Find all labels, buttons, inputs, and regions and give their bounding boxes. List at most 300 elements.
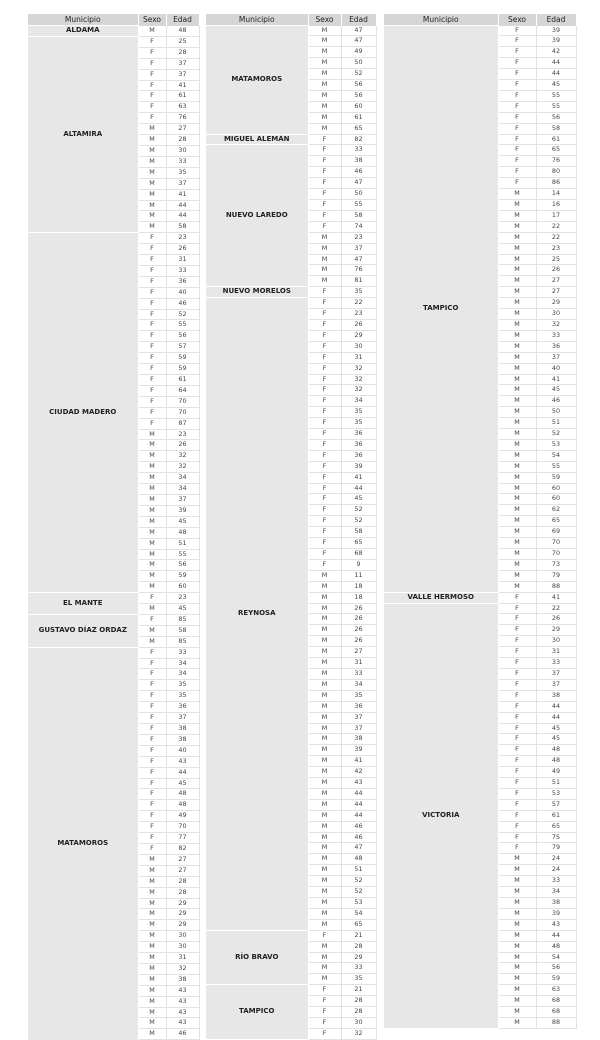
sexo-cell: F xyxy=(498,47,536,58)
sexo-cell: F xyxy=(138,113,166,124)
edad-cell: 40 xyxy=(536,363,576,374)
sexo-cell: M xyxy=(308,908,341,919)
edad-cell: 51 xyxy=(536,778,576,789)
sexo-cell: M xyxy=(308,952,341,963)
edad-cell: 70 xyxy=(166,396,199,407)
table-column-3 xyxy=(384,14,577,1029)
edad-cell: 49 xyxy=(536,767,576,778)
edad-cell: 17 xyxy=(536,210,576,221)
sexo-cell: M xyxy=(138,516,166,527)
edad-cell: 60 xyxy=(341,101,376,112)
sexo-cell: F xyxy=(138,778,166,789)
sexo-cell: M xyxy=(498,865,536,876)
edad-cell: 39 xyxy=(341,745,376,756)
table-row xyxy=(28,614,199,625)
sexo-cell: M xyxy=(308,963,341,974)
sexo-cell: F xyxy=(498,69,536,80)
sexo-cell: M xyxy=(138,571,166,582)
sexo-cell: M xyxy=(498,254,536,265)
edad-cell: 44 xyxy=(536,701,576,712)
edad-cell: 49 xyxy=(341,47,376,58)
sexo-cell: F xyxy=(138,385,166,396)
sexo-cell: M xyxy=(498,887,536,898)
edad-cell: 60 xyxy=(536,494,576,505)
sexo-cell: M xyxy=(498,200,536,211)
sexo-cell: F xyxy=(498,734,536,745)
sexo-cell: M xyxy=(498,494,536,505)
sexo-cell: F xyxy=(498,123,536,134)
edad-cell: 22 xyxy=(536,221,576,232)
edad-cell: 74 xyxy=(341,221,376,232)
edad-cell: 32 xyxy=(166,963,199,974)
sexo-cell: F xyxy=(308,418,341,429)
sexo-cell: M xyxy=(308,603,341,614)
edad-cell: 40 xyxy=(166,745,199,756)
sexo-cell: M xyxy=(308,690,341,701)
edad-cell: 48 xyxy=(341,854,376,865)
sexo-cell: M xyxy=(308,854,341,865)
sexo-cell: F xyxy=(498,90,536,101)
edad-cell: 40 xyxy=(166,287,199,298)
edad-cell: 34 xyxy=(166,669,199,680)
sexo-cell: F xyxy=(498,712,536,723)
edad-cell: 57 xyxy=(536,799,576,810)
sexo-cell: M xyxy=(308,876,341,887)
edad-cell: 37 xyxy=(166,713,199,724)
edad-cell: 51 xyxy=(166,538,199,549)
edad-cell: 41 xyxy=(166,80,199,91)
edad-cell: 43 xyxy=(166,1018,199,1029)
sexo-cell: M xyxy=(308,898,341,909)
edad-cell: 33 xyxy=(166,647,199,658)
sexo-cell: F xyxy=(138,276,166,287)
sexo-cell: M xyxy=(498,439,536,450)
edad-cell: 69 xyxy=(536,527,576,538)
municipio-cell: ALDAMA xyxy=(28,26,138,37)
sexo-cell: M xyxy=(138,145,166,156)
table-row xyxy=(206,298,376,309)
sexo-cell: M xyxy=(498,287,536,298)
sexo-cell: M xyxy=(498,232,536,243)
sexo-cell: F xyxy=(138,233,166,244)
sexo-cell: F xyxy=(308,385,341,396)
sexo-cell: F xyxy=(308,330,341,341)
sexo-cell: M xyxy=(498,559,536,570)
table-row xyxy=(28,36,199,47)
sexo-cell: M xyxy=(498,996,536,1007)
sexo-cell: F xyxy=(138,320,166,331)
edad-cell: 76 xyxy=(166,113,199,124)
edad-cell: 48 xyxy=(166,527,199,538)
sexo-cell: F xyxy=(138,745,166,756)
sexo-cell: F xyxy=(498,614,536,625)
edad-cell: 31 xyxy=(341,352,376,363)
edad-cell: 60 xyxy=(536,483,576,494)
sexo-cell: M xyxy=(498,243,536,254)
sexo-cell: F xyxy=(138,331,166,342)
edad-cell: 44 xyxy=(341,799,376,810)
edad-cell: 55 xyxy=(166,320,199,331)
sexo-cell: M xyxy=(308,788,341,799)
sexo-cell: M xyxy=(138,26,166,37)
sexo-cell: M xyxy=(498,352,536,363)
sexo-cell: F xyxy=(138,47,166,58)
edad-cell: 49 xyxy=(166,811,199,822)
sexo-cell: M xyxy=(308,232,341,243)
edad-cell: 26 xyxy=(536,614,576,625)
edad-cell: 43 xyxy=(536,919,576,930)
table-row xyxy=(206,145,376,156)
edad-cell: 37 xyxy=(536,668,576,679)
edad-cell: 33 xyxy=(166,156,199,167)
edad-cell: 42 xyxy=(341,767,376,778)
sexo-cell: F xyxy=(498,178,536,189)
sexo-cell: M xyxy=(138,582,166,593)
sexo-cell: F xyxy=(308,930,341,941)
sexo-cell: F xyxy=(138,58,166,69)
edad-cell: 57 xyxy=(166,342,199,353)
edad-cell: 23 xyxy=(536,243,576,254)
sexo-cell: M xyxy=(308,243,341,254)
edad-cell: 36 xyxy=(166,276,199,287)
edad-cell: 75 xyxy=(536,832,576,843)
edad-cell: 65 xyxy=(536,145,576,156)
edad-cell: 65 xyxy=(536,516,576,527)
sexo-cell: M xyxy=(498,1007,536,1018)
sexo-cell: M xyxy=(308,701,341,712)
sexo-cell: M xyxy=(138,909,166,920)
edad-cell: 27 xyxy=(341,647,376,658)
sexo-cell: F xyxy=(138,680,166,691)
edad-cell: 36 xyxy=(166,702,199,713)
edad-cell: 24 xyxy=(536,854,576,865)
sexo-cell: F xyxy=(308,374,341,385)
sexo-cell: F xyxy=(498,36,536,47)
sexo-cell: M xyxy=(138,876,166,887)
data-table-1 xyxy=(28,14,200,1040)
edad-cell: 38 xyxy=(536,898,576,909)
edad-cell: 87 xyxy=(166,418,199,429)
sexo-cell: F xyxy=(138,255,166,266)
edad-cell: 52 xyxy=(341,516,376,527)
edad-cell: 36 xyxy=(341,450,376,461)
edad-cell: 37 xyxy=(536,679,576,690)
edad-cell: 46 xyxy=(341,167,376,178)
edad-cell: 35 xyxy=(341,418,376,429)
sexo-cell: M xyxy=(498,298,536,309)
sexo-cell: M xyxy=(308,668,341,679)
sexo-cell: M xyxy=(138,440,166,451)
sexo-cell: F xyxy=(498,690,536,701)
edad-cell: 39 xyxy=(536,908,576,919)
edad-cell: 28 xyxy=(341,1007,376,1018)
municipio-cell: RÍO BRAVO xyxy=(206,930,308,985)
edad-cell: 44 xyxy=(536,69,576,80)
edad-cell: 61 xyxy=(536,134,576,145)
edad-cell: 61 xyxy=(166,91,199,102)
sexo-cell: F xyxy=(138,91,166,102)
sexo-cell: F xyxy=(138,647,166,658)
sexo-cell: M xyxy=(308,36,341,47)
sexo-cell: F xyxy=(308,505,341,516)
sexo-cell: M xyxy=(498,1017,536,1028)
table-row xyxy=(206,287,376,298)
edad-cell: 37 xyxy=(166,69,199,80)
sexo-cell: M xyxy=(308,734,341,745)
sexo-cell: M xyxy=(498,265,536,276)
sexo-cell: F xyxy=(308,210,341,221)
sexo-cell: M xyxy=(308,90,341,101)
edad-cell: 47 xyxy=(341,843,376,854)
sexo-cell: M xyxy=(498,505,536,516)
sexo-cell: M xyxy=(138,974,166,985)
sexo-cell: M xyxy=(308,865,341,876)
edad-cell: 56 xyxy=(341,90,376,101)
edad-cell: 29 xyxy=(341,330,376,341)
edad-cell: 37 xyxy=(166,178,199,189)
edad-cell: 82 xyxy=(166,843,199,854)
sexo-cell: F xyxy=(308,549,341,560)
sexo-cell: F xyxy=(498,788,536,799)
sexo-cell: F xyxy=(498,701,536,712)
edad-cell: 38 xyxy=(166,724,199,735)
sexo-cell: M xyxy=(498,319,536,330)
sexo-cell: M xyxy=(308,745,341,756)
edad-cell: 36 xyxy=(341,701,376,712)
edad-cell: 30 xyxy=(166,931,199,942)
edad-cell: 39 xyxy=(341,461,376,472)
edad-cell: 31 xyxy=(341,658,376,669)
sexo-cell: M xyxy=(138,854,166,865)
edad-cell: 22 xyxy=(341,298,376,309)
edad-cell: 85 xyxy=(166,636,199,647)
edad-cell: 28 xyxy=(341,996,376,1007)
sexo-cell: F xyxy=(138,418,166,429)
sexo-cell: M xyxy=(498,309,536,320)
edad-cell: 46 xyxy=(166,1029,199,1040)
edad-cell: 52 xyxy=(341,887,376,898)
sexo-cell: M xyxy=(308,778,341,789)
sexo-cell: F xyxy=(498,112,536,123)
edad-cell: 52 xyxy=(536,429,576,440)
edad-cell: 79 xyxy=(536,570,576,581)
sexo-cell: F xyxy=(308,439,341,450)
sexo-cell: M xyxy=(308,712,341,723)
header-sexo: Sexo xyxy=(498,14,536,26)
sexo-cell: M xyxy=(308,123,341,134)
edad-cell: 31 xyxy=(166,255,199,266)
sexo-cell: M xyxy=(308,843,341,854)
edad-cell: 33 xyxy=(536,330,576,341)
sexo-cell: F xyxy=(498,647,536,658)
edad-cell: 61 xyxy=(341,112,376,123)
edad-cell: 36 xyxy=(341,429,376,440)
edad-cell: 43 xyxy=(166,756,199,767)
municipio-cell: GUSTAVO DÍAZ ORDAZ xyxy=(28,614,138,647)
sexo-cell: M xyxy=(498,581,536,592)
municipio-cell: MIGUEL ALEMÁN xyxy=(206,134,308,145)
edad-cell: 30 xyxy=(536,636,576,647)
edad-cell: 56 xyxy=(536,112,576,123)
sexo-cell: M xyxy=(308,919,341,930)
edad-cell: 29 xyxy=(536,298,576,309)
edad-cell: 29 xyxy=(536,625,576,636)
sexo-cell: F xyxy=(308,429,341,440)
municipio-cell: CIUDAD MADERO xyxy=(28,233,138,593)
edad-cell: 79 xyxy=(536,843,576,854)
edad-cell: 37 xyxy=(341,723,376,734)
sexo-cell: F xyxy=(308,287,341,298)
edad-cell: 56 xyxy=(166,331,199,342)
sexo-cell: F xyxy=(498,134,536,145)
data-table-3 xyxy=(384,14,577,1029)
sexo-cell: F xyxy=(498,167,536,178)
edad-cell: 50 xyxy=(536,407,576,418)
edad-cell: 44 xyxy=(536,58,576,69)
edad-cell: 63 xyxy=(536,985,576,996)
edad-cell: 65 xyxy=(341,538,376,549)
sexo-cell: M xyxy=(308,723,341,734)
edad-cell: 44 xyxy=(166,767,199,778)
header-edad: Edad xyxy=(341,14,376,26)
edad-cell: 34 xyxy=(536,887,576,898)
sexo-cell: F xyxy=(498,26,536,36)
sexo-cell: F xyxy=(498,156,536,167)
sexo-cell: M xyxy=(308,658,341,669)
sexo-cell: M xyxy=(498,429,536,440)
sexo-cell: M xyxy=(138,484,166,495)
edad-cell: 59 xyxy=(536,974,576,985)
edad-cell: 45 xyxy=(166,778,199,789)
sexo-cell: F xyxy=(498,756,536,767)
sexo-cell: F xyxy=(308,996,341,1007)
edad-cell: 48 xyxy=(166,800,199,811)
sexo-cell: M xyxy=(308,821,341,832)
edad-cell: 30 xyxy=(536,309,576,320)
edad-cell: 39 xyxy=(166,505,199,516)
sexo-cell: M xyxy=(138,560,166,571)
edad-cell: 46 xyxy=(166,298,199,309)
edad-cell: 28 xyxy=(166,876,199,887)
sexo-cell: F xyxy=(308,516,341,527)
edad-cell: 45 xyxy=(536,385,576,396)
sexo-cell: M xyxy=(308,832,341,843)
edad-cell: 52 xyxy=(341,876,376,887)
edad-cell: 28 xyxy=(166,135,199,146)
sexo-cell: F xyxy=(138,702,166,713)
edad-cell: 52 xyxy=(341,69,376,80)
edad-cell: 46 xyxy=(341,832,376,843)
edad-cell: 27 xyxy=(166,854,199,865)
edad-cell: 41 xyxy=(341,472,376,483)
edad-cell: 26 xyxy=(341,603,376,614)
edad-cell: 28 xyxy=(166,47,199,58)
edad-cell: 11 xyxy=(341,570,376,581)
edad-cell: 33 xyxy=(536,658,576,669)
edad-cell: 53 xyxy=(341,898,376,909)
sexo-cell: M xyxy=(138,429,166,440)
sexo-cell: M xyxy=(138,189,166,200)
sexo-cell: M xyxy=(498,221,536,232)
sexo-cell: M xyxy=(138,538,166,549)
edad-cell: 37 xyxy=(166,58,199,69)
table-row xyxy=(384,26,576,36)
sexo-cell: M xyxy=(308,625,341,636)
edad-cell: 39 xyxy=(536,26,576,36)
edad-cell: 59 xyxy=(166,571,199,582)
edad-cell: 34 xyxy=(341,679,376,690)
table-row xyxy=(28,593,199,604)
sexo-cell: M xyxy=(138,996,166,1007)
sexo-cell: M xyxy=(138,549,166,560)
municipio-cell: VALLE HERMOSO xyxy=(384,592,498,603)
edad-cell: 70 xyxy=(536,549,576,560)
sexo-cell: M xyxy=(308,647,341,658)
sexo-cell: M xyxy=(308,581,341,592)
sexo-cell: M xyxy=(498,330,536,341)
edad-cell: 35 xyxy=(166,691,199,702)
data-table-2 xyxy=(206,14,377,1040)
table-row xyxy=(206,985,376,996)
edad-cell: 26 xyxy=(166,440,199,451)
sexo-cell: M xyxy=(308,636,341,647)
sexo-cell: M xyxy=(138,625,166,636)
edad-cell: 58 xyxy=(166,625,199,636)
edad-cell: 30 xyxy=(166,942,199,953)
table-row xyxy=(384,603,576,614)
sexo-cell: M xyxy=(138,920,166,931)
sexo-cell: M xyxy=(498,549,536,560)
edad-cell: 55 xyxy=(536,90,576,101)
edad-cell: 48 xyxy=(536,756,576,767)
edad-cell: 60 xyxy=(166,582,199,593)
edad-cell: 44 xyxy=(341,483,376,494)
sexo-cell: F xyxy=(308,461,341,472)
sexo-cell: F xyxy=(498,603,536,614)
sexo-cell: M xyxy=(498,483,536,494)
table-row xyxy=(206,26,376,36)
sexo-cell: M xyxy=(308,254,341,265)
edad-cell: 45 xyxy=(536,80,576,91)
edad-cell: 38 xyxy=(341,156,376,167)
edad-cell: 88 xyxy=(536,1017,576,1028)
edad-cell: 65 xyxy=(341,919,376,930)
sexo-cell: M xyxy=(498,516,536,527)
edad-cell: 35 xyxy=(166,167,199,178)
sexo-cell: F xyxy=(138,724,166,735)
edad-cell: 58 xyxy=(166,222,199,233)
edad-cell: 45 xyxy=(536,723,576,734)
table-row xyxy=(384,592,576,603)
edad-cell: 26 xyxy=(536,265,576,276)
sexo-cell: M xyxy=(498,527,536,538)
edad-cell: 47 xyxy=(341,254,376,265)
sexo-cell: M xyxy=(138,942,166,953)
edad-cell: 32 xyxy=(536,319,576,330)
sexo-cell: M xyxy=(498,898,536,909)
sexo-cell: F xyxy=(308,1007,341,1018)
edad-cell: 16 xyxy=(536,200,576,211)
edad-cell: 26 xyxy=(341,636,376,647)
sexo-cell: M xyxy=(498,930,536,941)
edad-cell: 76 xyxy=(536,156,576,167)
sexo-cell: F xyxy=(498,843,536,854)
sexo-cell: F xyxy=(308,298,341,309)
sexo-cell: M xyxy=(308,112,341,123)
edad-cell: 27 xyxy=(166,124,199,135)
edad-cell: 26 xyxy=(341,319,376,330)
edad-cell: 86 xyxy=(536,178,576,189)
